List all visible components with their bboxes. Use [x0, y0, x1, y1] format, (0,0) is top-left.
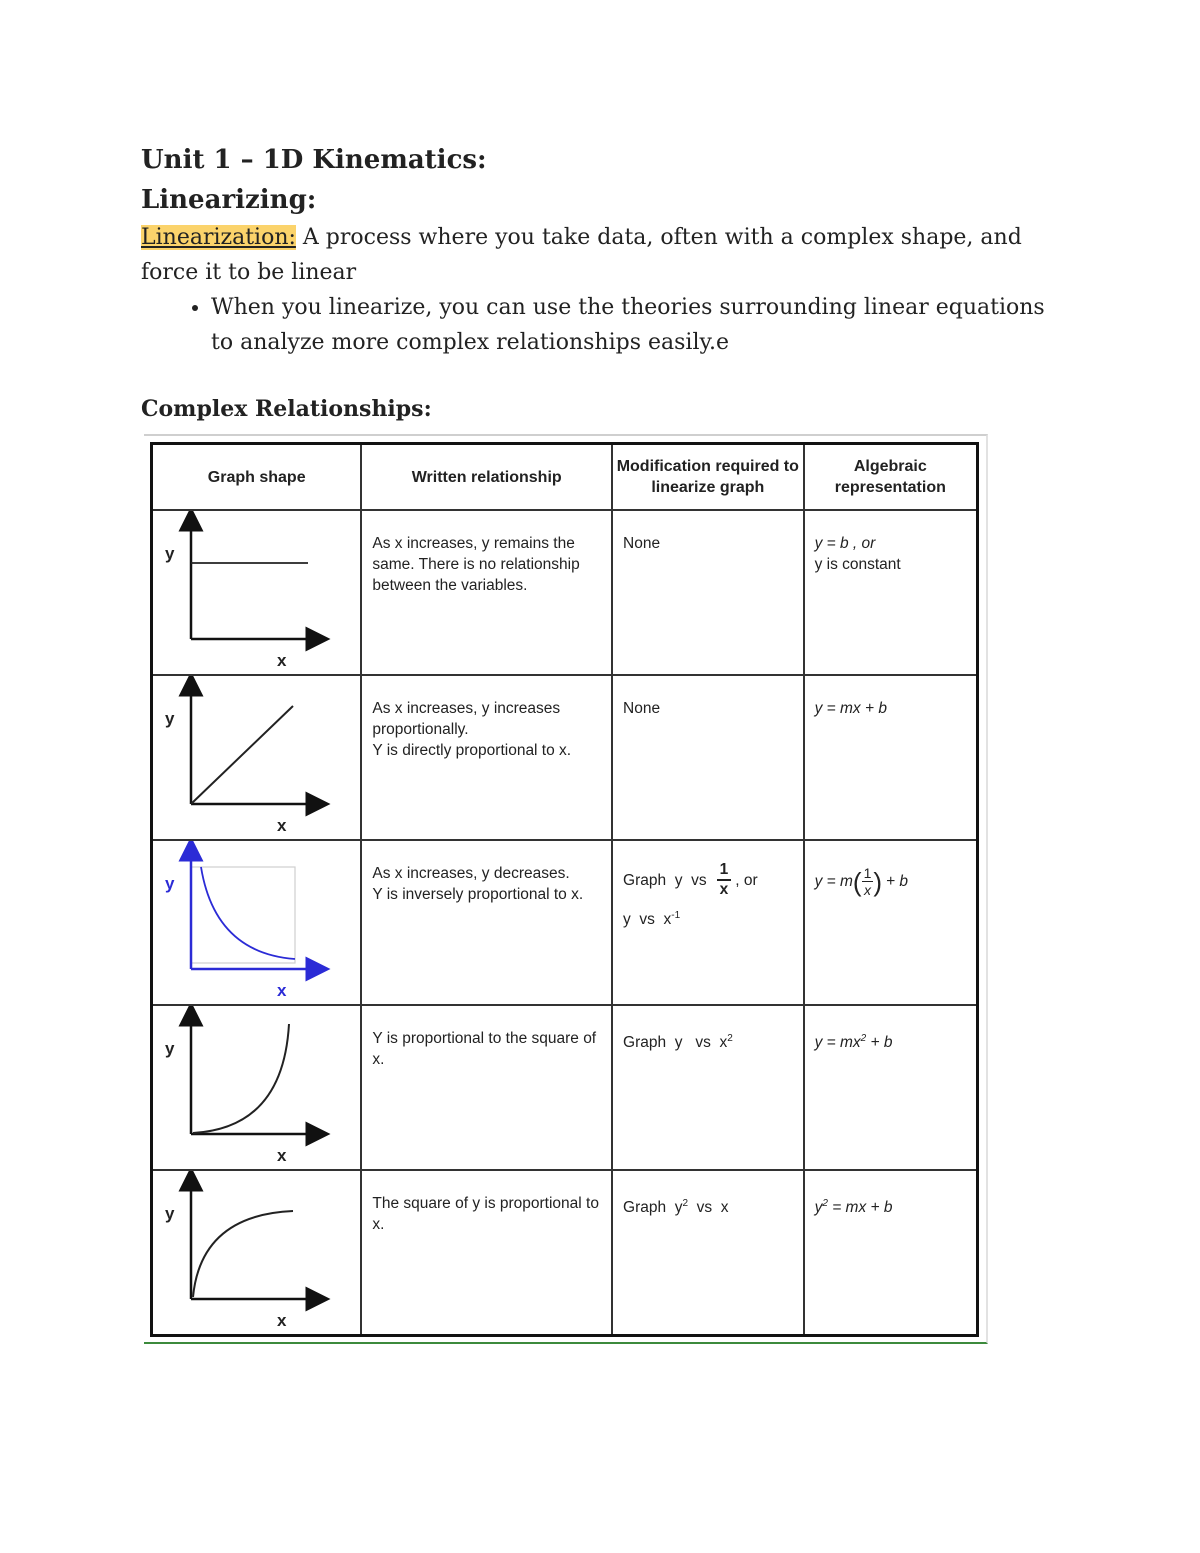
graph-cell-quadratic: [152, 1005, 362, 1170]
algebra-cell: [804, 1005, 978, 1170]
modification-suffix: , or: [735, 871, 758, 889]
fraction: [862, 865, 874, 898]
header-modification: Modification required to linearize graph: [612, 444, 804, 511]
header-algebraic: Algebraic representation: [804, 444, 978, 511]
modification-cell: [612, 1170, 804, 1336]
table-row: [152, 1170, 978, 1336]
algebra-suffix: + b: [886, 873, 909, 890]
table-row: [152, 1005, 978, 1170]
bullet-list: [141, 290, 1071, 360]
written-text: Y is proportional to the square of x.: [372, 1030, 597, 1068]
header-graph-shape: Graph shape: [152, 444, 362, 511]
algebra-sup: 2: [860, 1033, 867, 1044]
algebra-prefix: y = mx: [814, 1034, 861, 1052]
algebra-prefix: y = m: [814, 873, 853, 890]
table-header-row: [152, 444, 978, 511]
written-cell: [361, 1005, 612, 1170]
algebra-line1: y = mx + b: [814, 700, 887, 717]
written-text: As x increases, y increases proportionally. Y is directly proportional to x.: [372, 700, 572, 759]
written-cell: [361, 840, 612, 1005]
definition-term: Linearization:: [141, 225, 296, 250]
y-axis-label: y: [165, 709, 175, 728]
modification-line2: y vs x: [623, 911, 672, 929]
y-axis-label: y: [165, 544, 175, 563]
modification-text: None: [623, 535, 661, 552]
inverse-curve: [201, 867, 295, 959]
modification-text: Graph y vs x: [623, 1034, 728, 1052]
modification-cell: [612, 510, 804, 675]
definition-paragraph: [141, 220, 1071, 290]
algebra-suffix: = mx + b: [827, 1199, 893, 1217]
graph-cell-inverse: [152, 840, 362, 1005]
modification-sup: 2: [682, 1198, 689, 1209]
algebra-suffix: + b: [866, 1034, 893, 1052]
algebra-line2: y is constant: [814, 556, 901, 573]
linear-curve: [191, 706, 293, 804]
written-text: The square of y is proportional to x.: [372, 1195, 599, 1233]
algebra-line1: y = b , or: [814, 535, 876, 552]
quadratic-graph: [153, 1006, 362, 1169]
sqrt-curve: [193, 1211, 293, 1297]
fraction: [717, 861, 732, 899]
modification-suffix: vs x: [688, 1199, 729, 1217]
modification-cell: [612, 840, 804, 1005]
y-axis-label: y: [165, 1204, 175, 1223]
modification-prefix: Graph y vs: [623, 871, 707, 889]
x-axis-label: x: [277, 651, 287, 670]
modification-sup: 2: [727, 1033, 733, 1044]
algebra-cell: [804, 675, 978, 840]
algebra-cell: y = m ( $\frac{1}{x}$ ) + b: [804, 840, 978, 1005]
algebra-cell: [804, 1170, 978, 1336]
written-cell: [361, 510, 612, 675]
table-row: [152, 510, 978, 675]
fraction-numerator: 1: [717, 861, 732, 881]
y-axis-label: y: [165, 1039, 175, 1058]
constant-graph: [153, 511, 362, 674]
algebra-sup: 2: [822, 1198, 828, 1209]
written-text: As x increases, y decreases. Y is inversely proportional to x.: [372, 865, 584, 903]
x-axis-label: x: [277, 981, 287, 1000]
graph-cell-constant: [152, 510, 362, 675]
relationships-table: [150, 442, 979, 1337]
definition-text: A process where you take data, often with a complex shape, and force it to be linear: [141, 225, 1022, 285]
modification-cell: [612, 1005, 804, 1170]
table-row: [152, 840, 978, 1005]
x-axis-label: x: [277, 1311, 287, 1330]
graph-cell-sqrt: [152, 1170, 362, 1336]
written-cell: [361, 675, 612, 840]
graph-cell-linear: [152, 675, 362, 840]
algebra-cell: [804, 510, 978, 675]
section-title: Linearizing:: [141, 185, 317, 215]
sqrt-graph: [153, 1171, 362, 1334]
quadratic-curve: [193, 1024, 289, 1133]
header-written-relationship: Written relationship: [361, 444, 612, 511]
written-text: As x increases, y remains the same. There is no relationship between the variables.: [372, 535, 580, 594]
x-axis-label: x: [277, 816, 287, 835]
inverse-graph: [153, 841, 362, 1004]
fraction-denominator: x: [719, 881, 729, 898]
unit-title: Unit 1 – 1D Kinematics:: [141, 145, 487, 175]
modification-line2-sup: -1: [671, 910, 681, 921]
document-body: [141, 140, 1071, 424]
fraction-denominator: x: [863, 882, 871, 898]
algebra-prefix: y: [814, 1199, 823, 1217]
modification-prefix: Graph y: [623, 1199, 683, 1217]
bullet-item: • When you linearize, you can use the theories surrounding linear equations to analyze more complex relationships easily.e: [211, 290, 1071, 360]
written-cell: [361, 1170, 612, 1336]
x-axis-label: x: [277, 1146, 287, 1165]
modification-cell: [612, 675, 804, 840]
y-axis-label: y: [165, 874, 175, 893]
relationships-table-frame: [144, 434, 988, 1344]
subheading: Complex Relationships:: [141, 396, 432, 422]
fraction-numerator: 1: [863, 865, 872, 881]
modification-text: None: [623, 700, 661, 717]
table-row: [152, 675, 978, 840]
linear-graph: [153, 676, 362, 839]
